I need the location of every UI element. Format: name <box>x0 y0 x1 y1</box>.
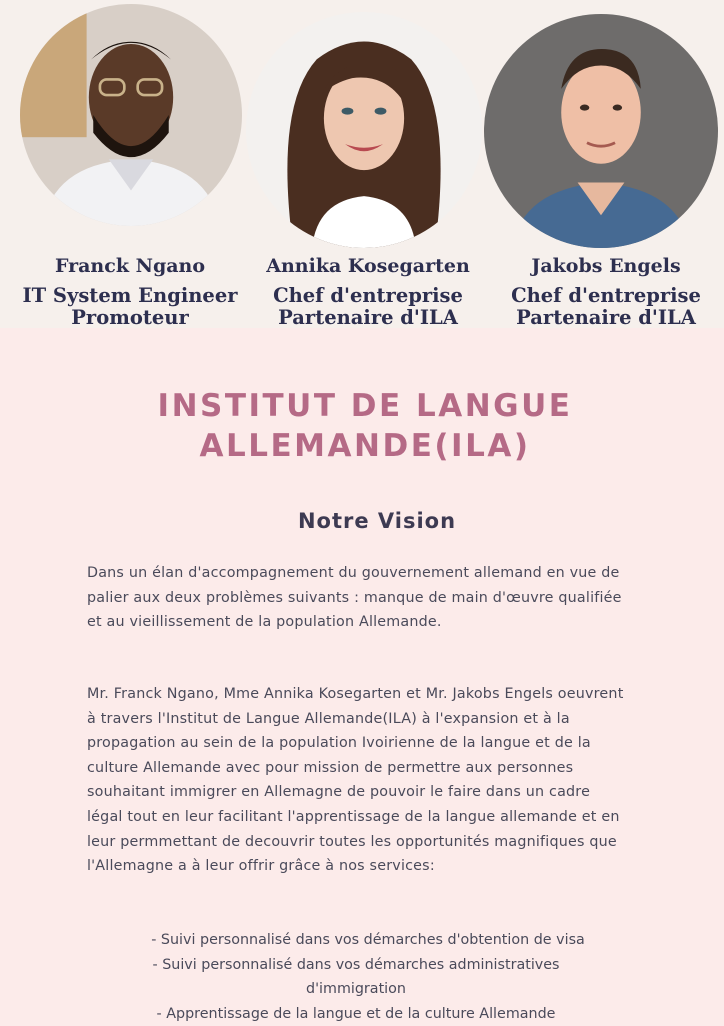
portrait-woman-icon <box>246 12 482 248</box>
services-list <box>0 928 724 1026</box>
service-item: - Apprentissage de la langue et de la culture Allemande <box>156 1005 556 1022</box>
vision-paragraph-mission: Mr. Franck Ngano, Mme Annika Kosegarten et Mr. Jakobs Engels oeuvrent à travers l'Institut de Langue Allemande(ILA) à l'expansion et à la propagation au sein de la population Ivoirienne de la langue et de la culture Allemande avec pour mission de permettre aux personnes souhaitant immigrer en Allemagne de pouvoir le faire dans un cadre légal tout en leur facilitant l'apprentissage de la langue allemande et en leur permmettant de decouvrir toutes les opportunités magnifiques que l'Allemagne a à leur offrir grâce à nos services: <box>87 686 624 875</box>
member-role: Partenaire d'ILA <box>278 306 458 329</box>
member-name: Franck Ngano <box>54 255 206 277</box>
vision-paragraph-intro: Dans un élan d'accompagnement du gouvernement allemand en vue de palier aux deux problèmes suivants : manque de main d'œuvre qualifiée et au vieillissement de la population Allemande. <box>87 565 622 631</box>
portrait-man-denim-icon <box>484 14 718 248</box>
institute-title-line: ALLEMANDE(ILA) <box>199 428 531 464</box>
portrait-man-glasses-icon <box>20 4 242 226</box>
institute-title <box>150 386 580 466</box>
member-name: Jakobs Engels <box>531 255 681 277</box>
vision-heading: Notre Vision <box>297 509 457 533</box>
team-section <box>0 0 724 328</box>
member-role: Promoteur <box>71 306 189 329</box>
member-role: Chef d'entreprise <box>511 284 701 307</box>
member-role: Chef d'entreprise <box>273 284 463 307</box>
member-role: Partenaire d'ILA <box>516 306 696 329</box>
member-name: Annika Kosegarten <box>266 255 470 277</box>
service-item: - Suivi personnalisé dans vos démarches administratives d'immigration <box>152 956 560 998</box>
service-item: - Suivi personnalisé dans vos démarches d'obtention de visa <box>151 932 585 948</box>
member-role: IT System Engineer <box>22 284 238 307</box>
institute-title-line: INSTITUT DE LANGUE <box>157 388 573 424</box>
